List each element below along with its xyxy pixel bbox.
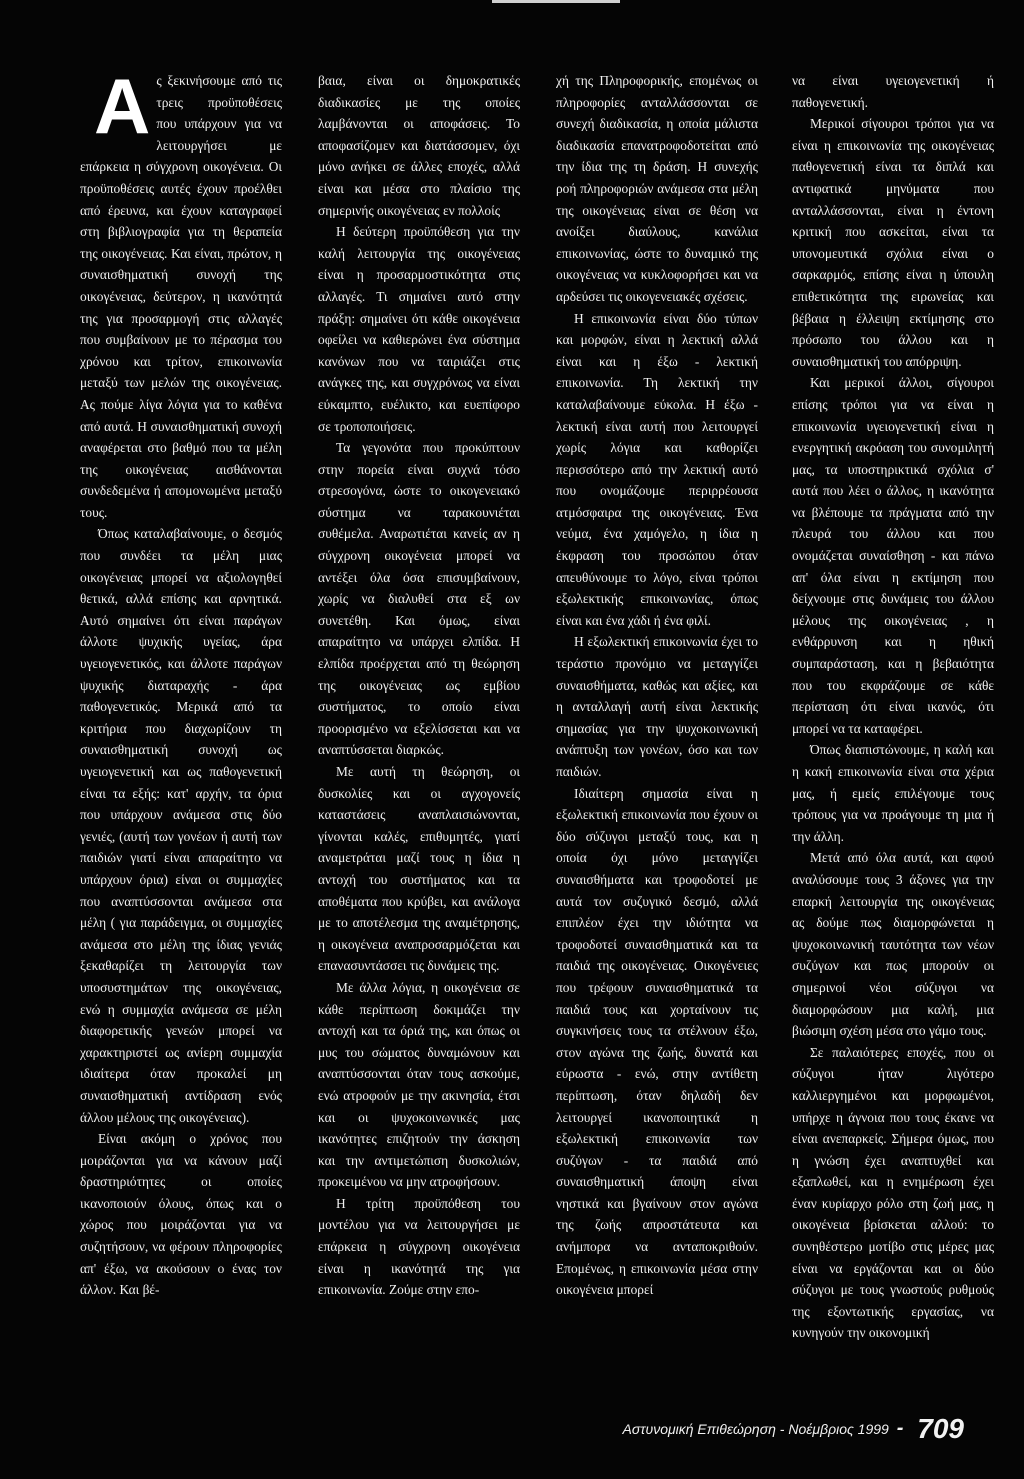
paragraph-text: ς ξεκινήσουμε από τις τρεις προϋποθέσεις που υπάρχουν για να λειτουργήσει με επάρκεια η σύγχρονη οικογένεια. Οι προϋποθέσεις αυτές έχουν προέλθει από έρευνα, και έχουν καταγραφεί στη βιβλιογραφία για τη θεραπεία της οικογένειας. Και είναι, πρώτον, η συναισθηματική συνοχή της οικογένειας, δεύτερον, η ικανότητά της για προσαρμογή στις αλλαγές που συμβαίνουν με το πέρασμα του χρόνου και τρίτον, επικοινωνία μεταξύ των μελών της οικογένειας. Ας πούμε λίγα λόγια για το καθένα από αυτά. Η συναισθηματική συνοχή αναφέρεται στο βαθμό που τα μέλη της οικογένειας αισθάνονται συνδεδεμένα ή απομονωμένα μεταξύ τους.	[80, 73, 282, 520]
paragraph: να είναι υγειογενετική ή παθογενετική.	[792, 73, 994, 110]
paragraph: Όπως καταλαβαίνουμε, ο δεσμός που συνδέει τα μέλη μιας οικογένειας μπορεί να αξιολογηθεί θετικά, αλλά επίσης και αρνητικά. Αυτό σημαίνει ότι είναι παράγων άλλοτε ψυχικής υγείας, άρα υγειογενετικός, και άλλοτε παράγων ψυχικής διαταραχής - άρα παθογενετικός. Μερικά από τα κριτήρια που διαχωρίζουν τη συναισθηματική συνοχή ως υγειογενετική και ως παθογενετική είναι τα εξής: κατ' αρχήν, τα όρια που υπάρχουν ανάμεσα στις δύο γενιές, (αυτή των γονέων ή αυτή των παιδιών γιατί είναι απαραίτητο να υπάρχουν όρια) είναι οι συμμαχίες που αναπτύσσονται ανάμεσα στα μέλη ( για παράδειγμα, οι συμμαχίες ανάμεσα στο μέλη της ίδιας γενιάς ξεκαθαρίζει τη λειτουργία των υποσυστημάτων της οικογένειας, ενώ η συμμαχία ανάμεσα σε μέλη διαφορετικής γενεών μπορεί να χαρακτηριστεί ως ανίερη συμμαχία ιδιαίτερα όταν προκαλεί μη συναισθηματική αντίδραση ενός άλλου μέλους της οικογένειας).	[80, 526, 282, 1125]
footer-dash: -	[896, 1417, 904, 1439]
text-column-2	[318, 70, 520, 1405]
paragraph: Και μερικοί άλλοι, σίγουροι επίσης τρόποι για να είναι η επικοινωνία υγειογενετική είναι η ενεργητική ακρόαση του συνομιλητή μας, τα υποστηρικτικά σχόλια σ' αυτά που λέει ο άλλος, η ικανότητα να βλέπουμε τα πράγματα από την πλευρά του άλλου και που ονομάζεται συναίσθηση - και πάνω απ' όλα είναι η εκτίμηση που δείχνουμε στις δυνάμεις του άλλου μέλους της οικογένειας , η ενθάρρυνση και η ηθική συμπαράσταση, και η βεβαιότητα που του εκφράζουμε σε κάθε περίσταση ότι είναι ικανός, ότι μπορεί να τα καταφέρει.	[792, 375, 994, 736]
text-column-3	[556, 70, 758, 1405]
paragraph: Σε παλαιότερες εποχές, που οι σύζυγοι ήταν λιγότερο καλλιεργημένοι και μορφωμένοι, υπήρχε η άγνοια που τους έκανε να είναι ανεπαρκείς. Σήμερα όμως, που η γνώση έχει αναπτυχθεί και εξαπλωθεί, και η ενημέρωση έχει έναν κυρίαρχο ρόλο στη ζωή μας, η οικογένεια βρίσκεται αλλού: το συνηθέστερο μοτίβο στις μέρες μας είναι να εργάζονται και οι δύο σύζυγοι με τους γνωστούς ρυθμούς της εξοντωτικής εργασίας, να κυνηγούν την οικονομική	[792, 1044, 994, 1341]
paragraph: Με αυτή τη θεώρηση, οι δυσκολίες και οι αγχογονείς καταστάσεις αναπλαισιώνονται, γίνονται καλές, επιθυμητές, γιατί αναμετράται μαζί τους η ίδια η αντοχή του συστήματος και τα αποθέματα που κρύβει, και ανάλογα με το αποτέλεσμα της αναμέτρησης, η οικογένεια αναπροσαρμόζεται και επανασυντάσσει τις δυνάμεις της.	[318, 764, 520, 974]
text-column-4	[792, 70, 994, 1405]
paragraph: Τα γεγονότα που προκύπτουν στην πορεία είναι συχνά τόσο στρεσογόνα, ώστε το οικογενειακό σύστημα να ταρακουνιέται συθέμελα. Αναρωτιέται κανείς αν η σύγχρονη οικογένεια μπορεί να αντέξει όλα όσα επισυμβαίνουν, χωρίς να διαλυθεί στα εξ ων συνετέθη. Και όμως, είναι απαραίτητο να υπάρχει ελπίδα. Η ελπίδα προέρχεται από τη θεώρηση της οικογένειας ως εμβίου συστήματος, το οποίο είναι προορισμένο να εξελίσσεται και να αναπτύσσεται διαρκώς.	[318, 440, 520, 758]
drop-cap: Α	[94, 70, 151, 150]
page-number: 709	[917, 1413, 964, 1444]
text-column-1	[80, 70, 282, 1405]
paragraph: Η τρίτη προϋπόθεση του μοντέλου για να λειτουργήσει με επάρκεια η σύγχρονη οικογένεια είναι η ικανότητά της για επικοινωνία. Ζούμε στην επο-	[318, 1195, 520, 1298]
article-body	[80, 70, 994, 1405]
top-rule	[492, 0, 620, 3]
paragraph: Η επικοινωνία είναι δύο τύπων και μορφών, είναι η λεκτική αλλά είναι και η έξω - λεκτική επικοινωνία. Τη λεκτική την καταλαβαίνουμε εύκολα. Η έξω - λεκτική είναι αυτή που λειτουργεί χωρίς λόγια και καθορίζει περισσότερο από την λεκτική αυτό που ονομάζουμε περιρρέουσα ατμόσφαιρα της οικογένειας. Ένα νεύμα, ένα χαμόγελο, η ίδια η έκφραση του προσώπου όταν απευθύνουμε το λόγο, είναι τρόποι εξωλεκτικής επικοινωνίας, όπως είναι και ένα χάδι ή ένα φιλί.	[556, 310, 758, 628]
paragraph: Μετά από όλα αυτά, και αφού αναλύσουμε τους 3 άξονες για την επαρκή λειτουργία της οικογένειας ας δούμε πως διαμορφώνεται η ψυχοκοινωνική ταυτότητα των νέων συζύγων και πως μπορούν οι σημερινοί νέοι σύζυγοι να διαμορφώσουν μια καλή, μια βιώσιμη σχέση μέσα στο γάμο τους.	[792, 850, 994, 1039]
paragraph: Όπως διαπιστώνουμε, η καλή και η κακή επικοινωνία είναι στα χέρια μας, ή εμείς επιλέγουμε τους τρόπους για να προάγουμε τη μια ή την άλλη.	[792, 742, 994, 844]
paragraph: Με άλλα λόγια, η οικογένεια σε κάθε περίπτωση δοκιμάζει την αντοχή και τα όριά της, και όπως οι μυς του σώματος δυναμώνουν και αναπτύσσονται όταν τους ασκούμε, ενώ ατροφούν με την ακινησία, έτσι και οι ψυχοκοινωνικές μας ικανότητες επιζητούν την άσκηση και την αντιμετώπιση δυσκολιών, προκειμένου να μην ατροφήσουν.	[318, 979, 520, 1190]
paragraph: Είναι ακόμη ο χρόνος που μοιράζονται για να κάνουν μαζί δραστηριότητες οι οποίες ικανοποιούν όλους, όπως και ο χώρος που μοιράζονται για να συζητήσουν, να φέρουν πληροφορίες απ' έξω, να ακούσουν ο ένας τον άλλον. Και βέ-	[80, 1131, 282, 1298]
paragraph: Η δεύτερη προϋπόθεση για την καλή λειτουργία της οικογένειας είναι η προσαρμοστικότητα στις αλλαγές. Τι σημαίνει αυτό στην πράξη: σημαίνει ότι κάθε οικογένεια οφείλει να καθιερώνει ένα σύστημα κανόνων που να ταιριάζει στις ανάγκες της, και συγχρόνως να είναι εύκαμπτο, ευέλικτο, και ευεπίφορο σε τροποποιήσεις.	[318, 224, 520, 434]
paragraph: Ιδιαίτερη σημασία είναι η εξωλεκτική επικοινωνία που έχουν οι δύο σύζυγοι μεταξύ τους, και η οποία όχι μόνο μεταγγίζει συναισθήματα και τροφοδοτεί με αυτά τον συζυγικό δεσμό, αλλά επιπλέον έχει την ιδιότητα να τροφοδοτεί συναισθηματικά και τα παιδιά της οικογένειας. Οικογένειες που τρέφουν συναισθηματικά τα παιδιά τους και χορταίνουν τις συγκινήσεις τους τα στέλνουν έξω, στον αγώνα της ζωής, δυνατά και εύρωστα - ενώ, στην αντίθετη περίπτωση, όταν δηλαδή δεν λειτουργεί ικανοποιητικά η εξωλεκτική επικοινωνία των συζύγων - τα παιδιά από συναισθηματική άποψη είναι νηστικά και βγαίνουν στον αγώνα της ζωής απροστάτευτα και ανήμπορα να ανταποκριθούν. Επομένως, η επικοινωνία μέσα στην οικογένεια μπορεί	[556, 785, 758, 1298]
page-footer	[622, 1413, 964, 1445]
paragraph	[80, 70, 282, 523]
paragraph: Μερικοί σίγουροι τρόποι για να είναι η επικοινωνία της οικογένειας παθογενετική είναι τα διπλά και αντιφατικά μηνύματα που ανταλλάσσονται, είναι η έντονη κριτική που ασκείται, είναι τα υπονομευτικά σχόλια είναι ο σαρκαρμός, επίσης είναι η ύπουλη επιθετικότητα της ειρωνείας και βέβαια η έλλειψη εκτίμησης στο πρόσωπο του άλλου και η συναισθηματική του απόρριψη.	[792, 116, 994, 369]
paragraph: Η εξωλεκτική επικοινωνία έχει το τεράστιο προνόμιο να μεταγγίζει συναισθήματα, καθώς και αξίες, και η ανταλλαγή αυτή είναι λεκτικής σημασίας για την ψυχοκοινωνική ανάπτυξη των γονέων, όσο και των παιδιών.	[556, 634, 758, 779]
paragraph: χή της Πληροφορικής, επομένως οι πληροφορίες ανταλλάσσονται σε συνεχή διαδικασία, η οποία μάλιστα διαδικασία επανατροφοδοτείται από την ίδια της τη δράση. Η συνεχής ροή πληροφοριών ανάμεσα στα μέλη της οικογένειας είναι σε θέση να ανοίξει διαύλους, κανάλια επικοινωνίας, ώστε το δυναμικό της οικογένειας να κυκλοφορήσει και να αρδεύσει τις οικογενειακές σχέσεις.	[556, 73, 758, 304]
paragraph: βαια, είναι οι δημοκρατικές διαδικασίες με της οποίες λαμβάνονται οι αποφάσεις. Το αποφασίζομεν και διατάσσομεν, όχι μόνο ανήκει σε άλλες εποχές, αλλά είναι και μέσα στο πλαίσιο της σημερινής οικογένειας εν πολλοίς	[318, 73, 520, 218]
publication-name: Αστυνομική Επιθεώρηση - Νοέμβριος 1999	[622, 1421, 889, 1437]
